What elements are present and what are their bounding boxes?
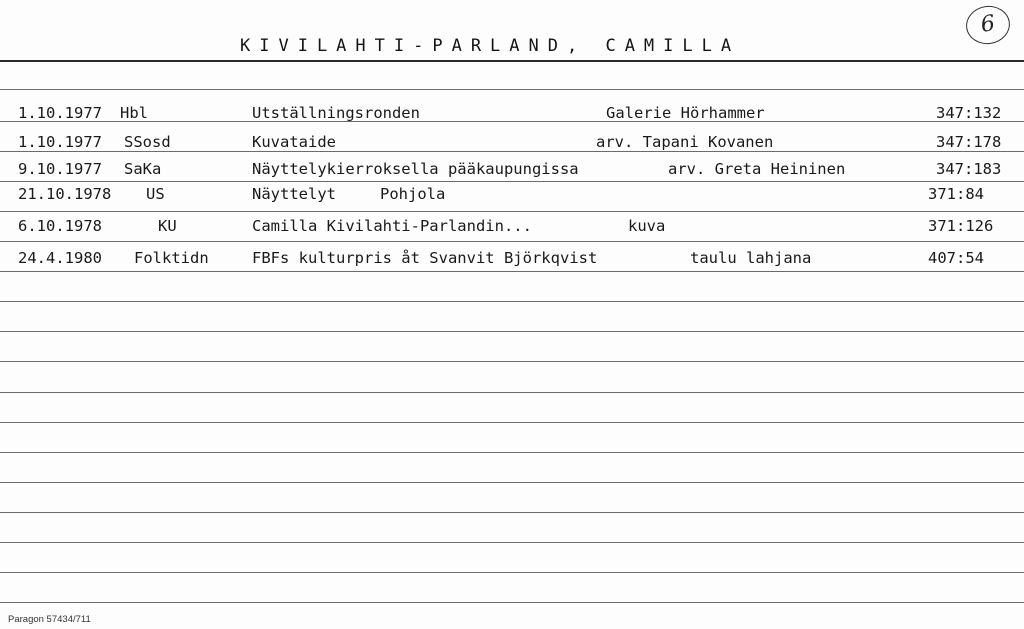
entry-note: taulu lahjana — [690, 249, 812, 267]
entry-title: Näyttelyt — [252, 185, 336, 203]
ruled-line — [0, 271, 1024, 272]
entry-note: arv. Tapani Kovanen — [596, 133, 774, 151]
entry-title: Kuvataide — [252, 133, 336, 151]
ruled-line — [0, 602, 1024, 603]
entry-date: 1.10.1977 — [18, 133, 102, 151]
entry-ref: 371:84 — [928, 185, 984, 203]
entry-source: Folktidn — [134, 249, 209, 267]
ruled-line — [0, 331, 1024, 332]
ruled-line — [0, 121, 1024, 122]
entry-ref: 347:183 — [936, 160, 1002, 178]
ruled-line — [0, 151, 1024, 152]
card-title: KIVILAHTI-PARLAND, CAMILLA — [240, 36, 741, 56]
ruled-line — [0, 392, 1024, 393]
entry-title: Näyttelykierroksella pääkaupungissa — [252, 160, 579, 178]
printer-imprint: Paragon 57434/711 — [8, 614, 91, 625]
ruled-line — [0, 241, 1024, 242]
entry-source: KU — [158, 217, 177, 235]
entry-ref: 347:132 — [936, 104, 1002, 122]
entry-ref: 371:126 — [928, 217, 994, 235]
entry-note: Galerie Hörhammer — [606, 104, 765, 122]
entry-note: kuva — [628, 217, 666, 235]
entry-date: 24.4.1980 — [18, 249, 102, 267]
ruled-line — [0, 482, 1024, 483]
ruled-line — [0, 301, 1024, 302]
ruled-line — [0, 572, 1024, 573]
ruled-line — [0, 361, 1024, 362]
ruled-line — [0, 422, 1024, 423]
entry-date: 1.10.1977 — [18, 104, 102, 122]
entry-title: FBFs kulturpris åt Svanvit Björkqvist — [252, 249, 598, 267]
entry-date: 9.10.1977 — [18, 160, 102, 178]
ruled-line — [0, 211, 1024, 212]
ruled-line — [0, 181, 1024, 182]
entry-note: Pohjola — [380, 185, 446, 203]
entry-ref: 347:178 — [936, 133, 1002, 151]
ruled-line — [0, 512, 1024, 513]
entry-date: 21.10.1978 — [18, 185, 112, 203]
entry-ref: 407:54 — [928, 249, 984, 267]
ruled-line — [0, 542, 1024, 543]
entry-title: Camilla Kivilahti-Parlandin... — [252, 217, 532, 235]
entry-source: US — [146, 185, 165, 203]
ruled-line — [0, 452, 1024, 453]
entry-source: SSosd — [124, 133, 171, 151]
entry-note: arv. Greta Heininen — [668, 160, 846, 178]
header-rule — [0, 60, 1024, 62]
ruled-line — [0, 89, 1024, 90]
entry-source: Hbl — [120, 104, 148, 122]
entry-date: 6.10.1978 — [18, 217, 102, 235]
entry-title: Utställningsronden — [252, 104, 420, 122]
card-number-circled: 6 — [964, 3, 1013, 47]
entry-source: SaKa — [124, 160, 162, 178]
